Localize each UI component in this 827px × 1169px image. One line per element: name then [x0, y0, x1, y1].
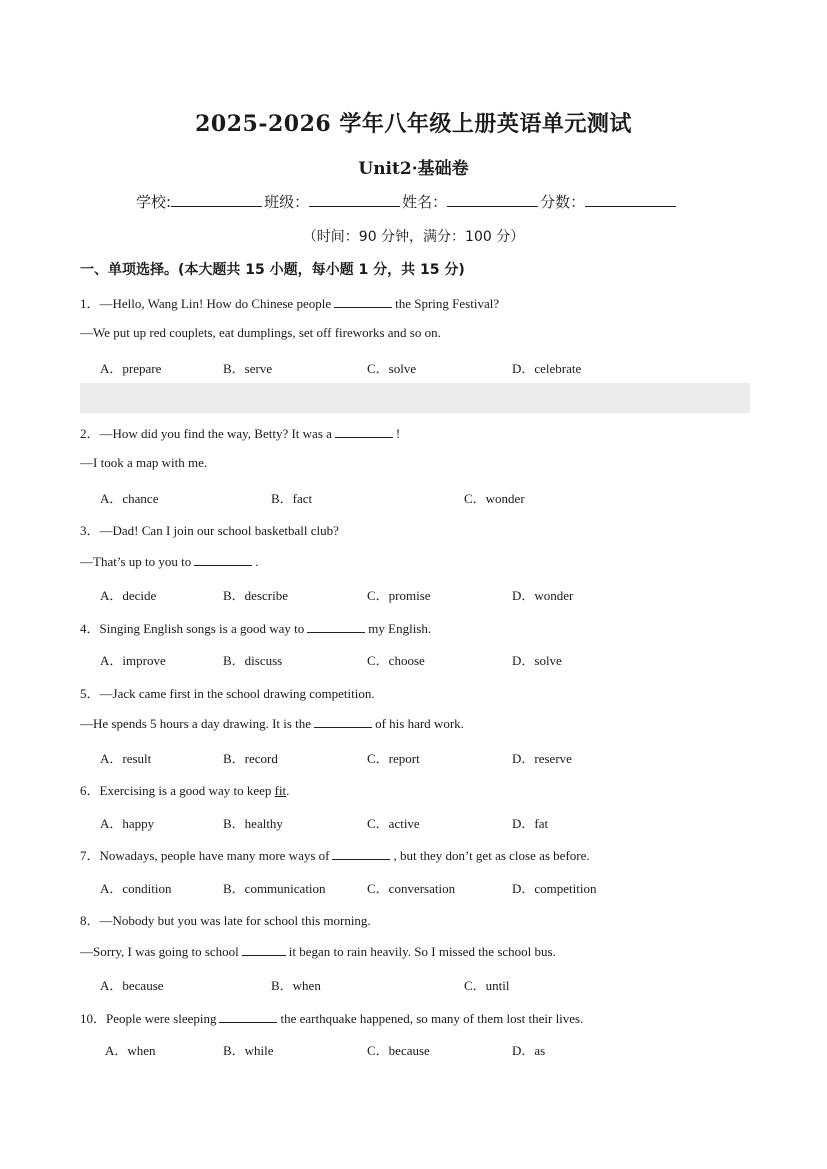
- question-number: 1．: [80, 296, 100, 311]
- question-text: —How did you find the way, Betty? It was a: [99, 426, 332, 441]
- school-blank[interactable]: [171, 192, 262, 207]
- question-number: 10．: [80, 1011, 107, 1026]
- question-text: Exercising is a good way to keep: [99, 783, 272, 798]
- section-heading: 一、单项选择。(本大题共 15 小题，每小题 1 分，共 15 分): [80, 262, 465, 278]
- question-1-line-1: [80, 293, 499, 312]
- name-blank[interactable]: [447, 192, 538, 207]
- question-text: .: [286, 783, 290, 798]
- option-c[interactable]: C．report: [367, 751, 420, 766]
- question-text: —That’s up to you to: [80, 554, 192, 569]
- answer-blank[interactable]: [219, 1010, 277, 1023]
- question-text: People were sleeping: [106, 1011, 217, 1026]
- option-d[interactable]: D．celebrate: [512, 361, 582, 376]
- question-text: Singing English songs is a good way to: [99, 621, 305, 636]
- option-a[interactable]: A．condition: [100, 881, 172, 896]
- question-10-line-1: [80, 1008, 583, 1027]
- answer-blank[interactable]: [335, 425, 393, 438]
- question-number: 3．: [80, 523, 100, 538]
- underlined-word: fit: [274, 783, 287, 798]
- page-subtitle: Unit2·基础卷: [358, 159, 469, 179]
- option-d[interactable]: D．solve: [512, 653, 562, 668]
- option-c[interactable]: C．solve: [367, 361, 417, 376]
- page-title: 2025-2026 学年八年级上册英语单元测试: [195, 111, 632, 137]
- option-a[interactable]: A．when: [105, 1043, 156, 1058]
- option-b[interactable]: B．fact: [271, 491, 313, 506]
- question-5-line-2: [80, 715, 464, 732]
- option-c[interactable]: C．because: [367, 1043, 430, 1058]
- question-2-line-1: [80, 423, 400, 442]
- question-text: —Jack came first in the school drawing competition.: [99, 686, 375, 701]
- question-text: , but they don’t get as close as before.: [393, 848, 590, 863]
- question-text: the earthquake happened, so many of them lost their lives.: [280, 1011, 584, 1026]
- option-a[interactable]: A．result: [100, 751, 152, 766]
- question-text: !: [395, 426, 401, 441]
- question-number: 4．: [80, 621, 100, 636]
- option-c[interactable]: C．active: [367, 816, 420, 831]
- question-1-line-2: —We put up red couplets, eat dumplings, set off fireworks and so on.: [80, 325, 441, 340]
- option-b[interactable]: B．when: [271, 978, 321, 993]
- answer-blank[interactable]: [314, 715, 372, 728]
- option-b[interactable]: B．while: [223, 1043, 274, 1058]
- question-3-line-1: [80, 520, 339, 539]
- option-b[interactable]: B．record: [223, 751, 278, 766]
- answer-blank[interactable]: [332, 847, 390, 860]
- question-3-line-2: [80, 553, 258, 570]
- question-text: —Hello, Wang Lin! How do Chinese people: [99, 296, 332, 311]
- name-label: 姓名：: [402, 193, 448, 211]
- question-text: —He spends 5 hours a day drawing. It is the: [80, 716, 312, 731]
- question-text: Nowadays, people have many more ways of: [99, 848, 330, 863]
- option-a[interactable]: A．because: [100, 978, 164, 993]
- score-blank[interactable]: [585, 192, 676, 207]
- option-b[interactable]: B．describe: [223, 588, 288, 603]
- time-info: （时间：90 分钟，满分：100 分）: [302, 229, 525, 245]
- option-d[interactable]: D．fat: [512, 816, 549, 831]
- class-label: 班级：: [264, 193, 310, 211]
- question-text: my English.: [368, 621, 432, 636]
- question-number: 2．: [80, 426, 100, 441]
- option-d[interactable]: D．wonder: [512, 588, 574, 603]
- question-text: the Spring Festival?: [395, 296, 500, 311]
- question-text: it began to rain heavily. So I missed the school bus.: [288, 944, 556, 959]
- option-c[interactable]: C．promise: [367, 588, 431, 603]
- option-c[interactable]: C．choose: [367, 653, 425, 668]
- question-text: —Sorry, I was going to school: [80, 944, 239, 959]
- question-text: —Dad! Can I join our school basketball club?: [99, 523, 339, 538]
- question-number: 7．: [80, 848, 100, 863]
- question-8-line-2: [80, 943, 556, 960]
- option-d[interactable]: D．competition: [512, 881, 597, 896]
- question-8-line-1: [80, 910, 371, 929]
- option-a[interactable]: A．decide: [100, 588, 157, 603]
- option-a[interactable]: A．prepare: [100, 361, 162, 376]
- class-blank[interactable]: [309, 192, 400, 207]
- option-b[interactable]: B．discuss: [223, 653, 283, 668]
- question-6-line-1: [80, 780, 289, 799]
- answer-blank[interactable]: [307, 620, 365, 633]
- option-a[interactable]: A．chance: [100, 491, 159, 506]
- option-c[interactable]: C．wonder: [464, 491, 525, 506]
- question-text: .: [255, 554, 259, 569]
- answer-blank[interactable]: [242, 943, 286, 956]
- option-a[interactable]: A．improve: [100, 653, 166, 668]
- option-c[interactable]: C．conversation: [367, 881, 456, 896]
- option-b[interactable]: B．healthy: [223, 816, 283, 831]
- question-number: 6．: [80, 783, 100, 798]
- option-a[interactable]: A．happy: [100, 816, 155, 831]
- option-c[interactable]: C．until: [464, 978, 510, 993]
- question-text: of his hard work.: [375, 716, 464, 731]
- student-info-row: [136, 191, 678, 212]
- option-b[interactable]: B．serve: [223, 361, 273, 376]
- question-number: 5．: [80, 686, 100, 701]
- answer-blank[interactable]: [194, 553, 252, 566]
- question-7-line-1: [80, 845, 590, 864]
- question-5-line-1: [80, 683, 375, 702]
- question-4-line-1: [80, 618, 431, 637]
- school-label: 学校:: [136, 193, 172, 211]
- question-number: 8．: [80, 913, 100, 928]
- option-b[interactable]: B．communication: [223, 881, 326, 896]
- gray-separator-band: [80, 383, 750, 413]
- answer-blank[interactable]: [334, 295, 392, 308]
- score-label: 分数：: [540, 193, 586, 211]
- option-d[interactable]: D．reserve: [512, 751, 572, 766]
- question-2-line-2: —I took a map with me.: [80, 455, 208, 470]
- option-d[interactable]: D．as: [512, 1043, 546, 1058]
- question-text: —Nobody but you was late for school this morning.: [99, 913, 371, 928]
